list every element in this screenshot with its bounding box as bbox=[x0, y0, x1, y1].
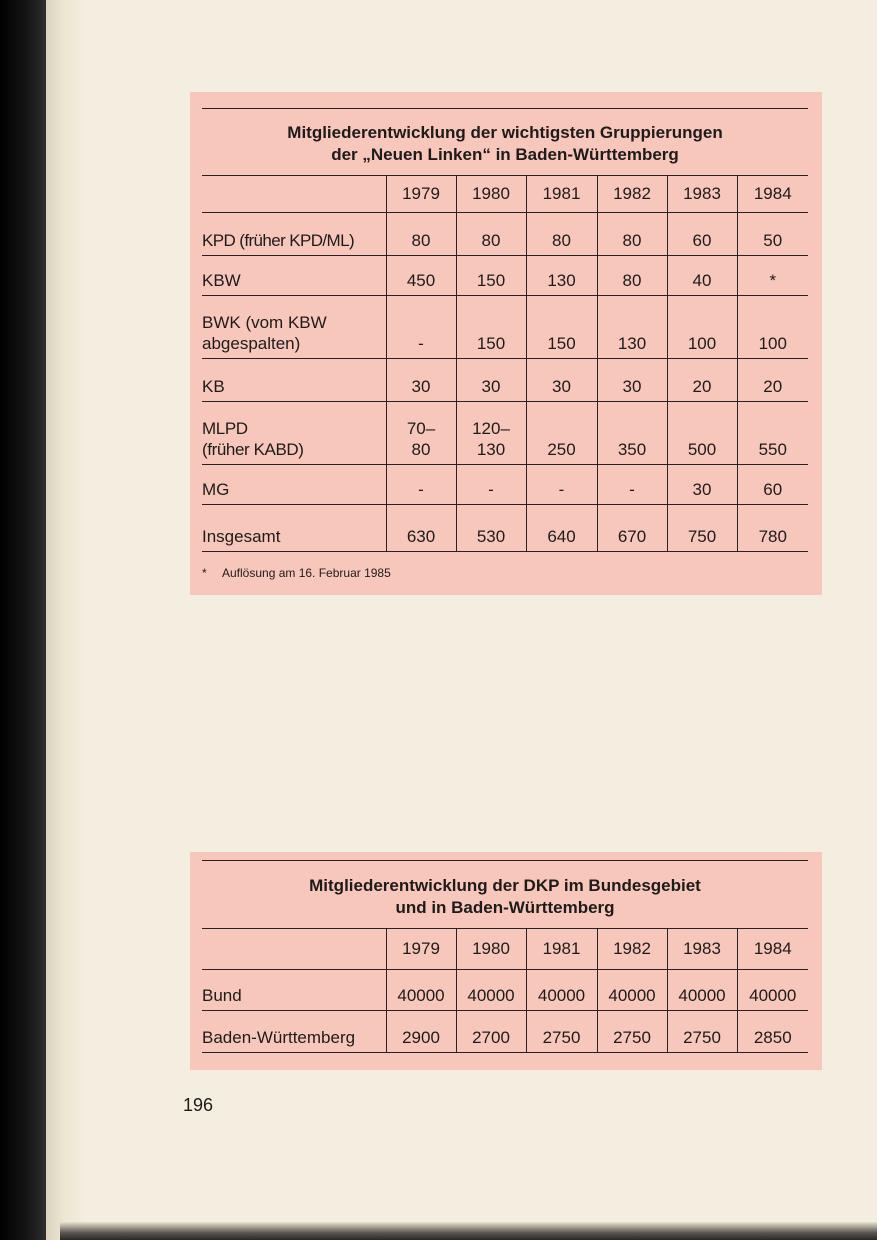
table-row bbox=[202, 969, 808, 1010]
table-title bbox=[202, 875, 808, 919]
cell-value: 30 bbox=[526, 358, 597, 401]
cell-value-line: 70– bbox=[406, 418, 436, 438]
cell-value: 40000 bbox=[597, 969, 667, 1010]
cell-value: 2750 bbox=[667, 1010, 737, 1052]
cell-value: 30 bbox=[667, 464, 737, 504]
cell-value: 60 bbox=[737, 464, 808, 504]
year-header: 1983 bbox=[667, 176, 737, 212]
footnote-mark: * bbox=[202, 566, 207, 580]
cell-value: 2850 bbox=[737, 1010, 808, 1052]
cell-value: 2750 bbox=[597, 1010, 667, 1052]
row-label: KB bbox=[202, 358, 386, 401]
cell-value: 150 bbox=[456, 255, 526, 295]
year-header: 1984 bbox=[737, 929, 808, 969]
cell-value: 450 bbox=[386, 255, 456, 295]
row-label-line: abgespalten) bbox=[202, 333, 301, 353]
cell-value: 130 bbox=[526, 255, 597, 295]
membership-table bbox=[202, 176, 808, 552]
year-header: 1983 bbox=[667, 929, 737, 969]
cell-value: 80 bbox=[597, 212, 667, 255]
cell-value: 40000 bbox=[456, 969, 526, 1010]
cell-value: 20 bbox=[667, 358, 737, 401]
cell-value: 670 bbox=[597, 504, 667, 551]
cell-value: 40000 bbox=[526, 969, 597, 1010]
cell-value: 500 bbox=[667, 401, 737, 464]
row-label: Bund bbox=[202, 969, 386, 1010]
header-corner bbox=[202, 929, 386, 969]
page-gutter bbox=[46, 0, 86, 1240]
book-spine bbox=[0, 0, 46, 1240]
cell-value: - bbox=[386, 295, 456, 358]
footnote-text: Auflösung am 16. Februar 1985 bbox=[222, 566, 391, 580]
cell-value: 780 bbox=[737, 504, 808, 551]
cell-value: 150 bbox=[456, 295, 526, 358]
cell-value-line: 80 bbox=[411, 439, 431, 459]
dkp-table bbox=[202, 929, 808, 1053]
row-label bbox=[202, 295, 386, 358]
table-panel-dkp bbox=[190, 852, 822, 1070]
cell-value-line: 120– bbox=[472, 418, 510, 438]
table-panel-neue-linke bbox=[190, 92, 822, 595]
cell-value: 40000 bbox=[386, 969, 456, 1010]
cell-value: 150 bbox=[526, 295, 597, 358]
table-title-line-1: Mitgliederentwicklung der wichtigsten Gruppierungen bbox=[287, 123, 723, 142]
cell-value: 80 bbox=[456, 212, 526, 255]
cell-value: 2700 bbox=[456, 1010, 526, 1052]
year-header: 1984 bbox=[737, 176, 808, 212]
year-header: 1981 bbox=[526, 176, 597, 212]
top-rule bbox=[202, 860, 808, 861]
cell-value: 130 bbox=[597, 295, 667, 358]
table-row bbox=[202, 1010, 808, 1052]
cell-value bbox=[456, 401, 526, 464]
cell-value: 20 bbox=[737, 358, 808, 401]
year-header: 1982 bbox=[597, 176, 667, 212]
table-title bbox=[202, 122, 808, 166]
table-title-line-2: und in Baden-Württemberg bbox=[395, 898, 615, 917]
header-row bbox=[202, 929, 808, 969]
year-header: 1980 bbox=[456, 176, 526, 212]
cell-value: - bbox=[597, 464, 667, 504]
row-label bbox=[202, 401, 386, 464]
cell-value: 750 bbox=[667, 504, 737, 551]
cell-value: 100 bbox=[737, 295, 808, 358]
year-header: 1982 bbox=[597, 929, 667, 969]
row-label-line: (früher KABD) bbox=[202, 439, 304, 459]
table-row bbox=[202, 464, 808, 504]
cell-value: 250 bbox=[526, 401, 597, 464]
cell-value: 30 bbox=[597, 358, 667, 401]
row-label: Insgesamt bbox=[202, 504, 386, 551]
page-bottom-edge bbox=[60, 1222, 877, 1240]
row-label: KBW bbox=[202, 255, 386, 295]
cell-value: - bbox=[456, 464, 526, 504]
cell-value: - bbox=[526, 464, 597, 504]
page-number: 196 bbox=[183, 1095, 214, 1115]
year-header: 1980 bbox=[456, 929, 526, 969]
table-row bbox=[202, 358, 808, 401]
table-row bbox=[202, 295, 808, 358]
cell-value: 630 bbox=[386, 504, 456, 551]
cell-value: 2750 bbox=[526, 1010, 597, 1052]
cell-value: 100 bbox=[667, 295, 737, 358]
cell-value bbox=[386, 401, 456, 464]
cell-value: 40 bbox=[667, 255, 737, 295]
row-label-line: BWK (vom KBW bbox=[202, 312, 327, 332]
table-row bbox=[202, 401, 808, 464]
footnote bbox=[202, 566, 391, 580]
table-title-line-1: Mitgliederentwicklung der DKP im Bundesgebiet bbox=[309, 876, 701, 895]
cell-value: 30 bbox=[456, 358, 526, 401]
cell-value-line: 130 bbox=[476, 439, 506, 459]
cell-value: 350 bbox=[597, 401, 667, 464]
cell-value: 80 bbox=[597, 255, 667, 295]
table-row bbox=[202, 212, 808, 255]
year-header: 1981 bbox=[526, 929, 597, 969]
table-row-total bbox=[202, 504, 808, 551]
row-label-line: MLPD bbox=[202, 418, 248, 438]
year-header: 1979 bbox=[386, 929, 456, 969]
cell-value: 2900 bbox=[386, 1010, 456, 1052]
cell-value: 60 bbox=[667, 212, 737, 255]
row-label: MG bbox=[202, 464, 386, 504]
table-row bbox=[202, 255, 808, 295]
cell-value: 40000 bbox=[737, 969, 808, 1010]
row-label: KPD (früher KPD/ML) bbox=[202, 212, 386, 255]
cell-value: * bbox=[737, 255, 808, 295]
header-row bbox=[202, 176, 808, 212]
cell-value: 530 bbox=[456, 504, 526, 551]
cell-value: 50 bbox=[737, 212, 808, 255]
top-rule bbox=[202, 108, 808, 109]
cell-value: - bbox=[386, 464, 456, 504]
cell-value: 640 bbox=[526, 504, 597, 551]
cell-value: 550 bbox=[737, 401, 808, 464]
year-header: 1979 bbox=[386, 176, 456, 212]
cell-value: 30 bbox=[386, 358, 456, 401]
table-title-line-2: der „Neuen Linken“ in Baden-Württemberg bbox=[331, 145, 679, 164]
header-corner bbox=[202, 176, 386, 212]
cell-value: 40000 bbox=[667, 969, 737, 1010]
cell-value: 80 bbox=[386, 212, 456, 255]
cell-value: 80 bbox=[526, 212, 597, 255]
row-label: Baden-Württemberg bbox=[202, 1010, 386, 1052]
